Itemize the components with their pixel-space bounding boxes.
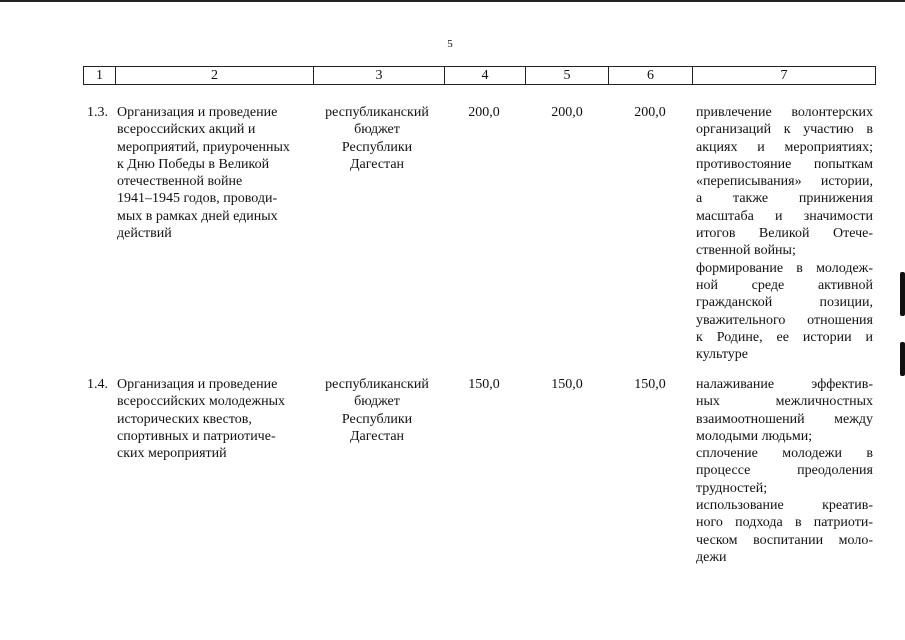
result-line: культуре xyxy=(696,347,748,363)
result-line: процессе преодоления xyxy=(696,463,873,479)
amount-col-6: 200,0 xyxy=(634,105,666,120)
description-line: действий xyxy=(117,226,172,242)
result-line: налаживание эффектив- xyxy=(696,377,873,392)
amount-col-4: 200,0 xyxy=(468,105,500,120)
description-line: отечественной войне xyxy=(117,174,243,190)
description-line: всероссийских молодежных xyxy=(117,394,286,410)
header-col-1: 1 xyxy=(84,67,116,84)
result-line: молодыми людьми; xyxy=(696,428,813,444)
table-row xyxy=(83,376,876,571)
result-line: гражданской позиции, xyxy=(696,295,873,311)
result-line: привлечение волонтерских xyxy=(696,105,873,120)
row-description xyxy=(117,104,307,242)
result-line: масштаба и значимости xyxy=(696,208,873,224)
table-header-row xyxy=(83,66,876,85)
binding-mark xyxy=(900,342,905,376)
result-line: акциях и мероприятиях; xyxy=(696,139,873,155)
header-col-5: 5 xyxy=(526,67,609,84)
result-line: «переписывания» истории, xyxy=(696,174,873,190)
result-line: итогов Великой Отече- xyxy=(696,226,873,242)
description-line: мероприятий, приуроченных xyxy=(117,139,290,155)
expected-results xyxy=(696,376,873,566)
header-col-6: 6 xyxy=(609,67,693,84)
source-line: Дагестан xyxy=(349,428,405,444)
result-line: ческом воспитании моло- xyxy=(696,532,873,548)
description-line: всероссийских акций и xyxy=(117,122,256,138)
description-line: Организация и проведение xyxy=(117,105,278,120)
funding-source xyxy=(315,104,439,173)
source-line: бюджет xyxy=(354,394,400,410)
amount-col-4: 150,0 xyxy=(468,377,500,392)
description-line: Организация и проведение xyxy=(117,377,278,392)
description-line: 1941–1945 годов, проводи- xyxy=(117,191,278,207)
result-line: сплочение молодежи в xyxy=(696,446,873,462)
result-line: организаций к участию в xyxy=(696,122,873,138)
result-line: ных межличностных xyxy=(696,394,873,410)
source-line: Республики xyxy=(341,139,413,155)
amount-col-5: 200,0 xyxy=(551,105,583,120)
result-line: к Родине, ее истории и xyxy=(696,329,873,345)
result-line: взаимоотношений между xyxy=(696,411,873,427)
row-description xyxy=(117,376,307,462)
row-number: 1.3. xyxy=(87,105,108,120)
page-number: 5 xyxy=(447,38,453,50)
header-col-7: 7 xyxy=(780,68,788,83)
result-line: формирование в молодеж- xyxy=(696,260,873,276)
amount-col-6: 150,0 xyxy=(634,377,666,392)
source-line: республиканский xyxy=(325,105,429,120)
source-line: Республики xyxy=(341,411,413,427)
page-top-border xyxy=(0,0,905,2)
result-line: ного подхода в патриоти- xyxy=(696,515,873,531)
amount-col-5: 150,0 xyxy=(551,377,583,392)
result-line: ной среде активной xyxy=(696,277,873,293)
description-line: спортивных и патриотиче- xyxy=(117,428,276,444)
source-line: республиканский xyxy=(325,377,429,392)
result-line: уважительного отношения xyxy=(696,312,873,328)
header-col-4: 4 xyxy=(445,67,526,84)
binding-mark xyxy=(900,272,905,316)
result-line: использование креатив- xyxy=(696,498,873,514)
header-col-2: 2 xyxy=(116,67,314,84)
description-line: ских мероприятий xyxy=(117,446,227,462)
row-number: 1.4. xyxy=(87,377,108,392)
result-line: а также принижения xyxy=(696,191,873,207)
source-line: Дагестан xyxy=(349,156,405,172)
funding-source xyxy=(315,376,439,445)
result-line: дежи xyxy=(696,549,727,565)
expected-results xyxy=(696,104,873,363)
table-row xyxy=(83,104,876,366)
result-line: трудностей; xyxy=(696,480,768,496)
description-line: мых в рамках дней единых xyxy=(117,208,278,224)
result-line: ственной войны; xyxy=(696,243,796,259)
source-line: бюджет xyxy=(354,122,400,138)
result-line: противостояние попыткам xyxy=(696,156,873,172)
description-line: к Дню Победы в Великой xyxy=(117,156,270,172)
description-line: исторических квестов, xyxy=(117,411,252,427)
header-col-3: 3 xyxy=(314,67,445,84)
